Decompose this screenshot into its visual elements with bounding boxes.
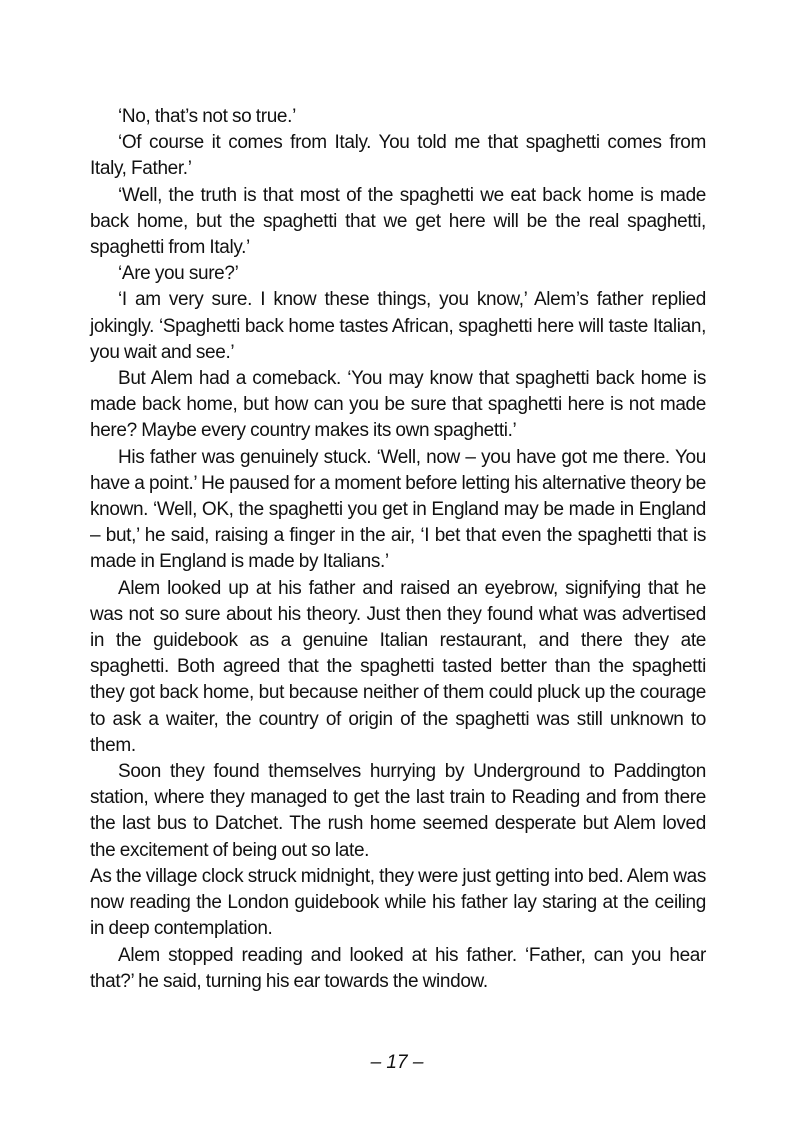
paragraph: Soon they found themselves hurrying by Underground to Paddington station, where they managed to get the last train to Reading and from there the last bus to Datchet. The rush home seemed desperate but Alem loved the excitement of being out so late. (90, 761, 706, 861)
paragraph: ‘Are you sure?’ (118, 263, 239, 285)
paragraph: ‘Of course it comes from Italy. You told me that spaghetti comes from Italy, Father.’ (90, 132, 706, 180)
paragraph: ‘I am very sure. I know these things, you know,’ Alem’s father replied jokingly. ‘Spaghetti back home tastes African, spaghetti here will taste Italian, you wait and see.’ (90, 289, 706, 363)
paragraph: As the village clock struck midnight, they were just getting into bed. Alem was now reading the London guidebook while his father lay staring at the ceiling in deep contemplation. (90, 865, 706, 940)
paragraph: ‘No, that’s not so true.’ (118, 106, 296, 127)
paragraph: But Alem had a comeback. ‘You may know that spaghetti back home is made back home, but how can you be sure that spaghetti here is not made here? Maybe every country makes its own spaghetti.’ (90, 368, 706, 442)
paragraph: Alem looked up at his father and raised an eyebrow, signifying that he was not so sure about his theory. Just then they found what was advertised in the guidebook as a genuine Italian restaurant, and there they ate spaghetti. Both agreed that the spaghetti tasted better than the spaghetti they got back home, but because neither of them could pluck up the courage to ask a waiter, the country of origin of the spaghetti was still unknown to them. (90, 577, 706, 756)
paragraph: ‘Well, the truth is that most of the spaghetti we eat back home is made back home, but the spaghetti that we get here will be the real spaghetti, spaghetti from Italy.’ (90, 184, 706, 259)
page-body (90, 104, 706, 995)
page-number: – 17 – (370, 1052, 424, 1073)
paragraph: His father was genuinely stuck. ‘Well, now – you have got me there. You have a point.’ He paused for a moment before letting his alternative theory be known. ‘Well, OK, the spaghetti you get in England may be made in England – but,’ he said, raising a finger in the air, ‘I bet that even the spaghetti that is made in England is made by Italians.’ (90, 446, 706, 573)
paragraph: Alem stopped reading and looked at his father. ‘Father, can you hear that?’ he said, turning his ear towards the window. (90, 944, 706, 992)
